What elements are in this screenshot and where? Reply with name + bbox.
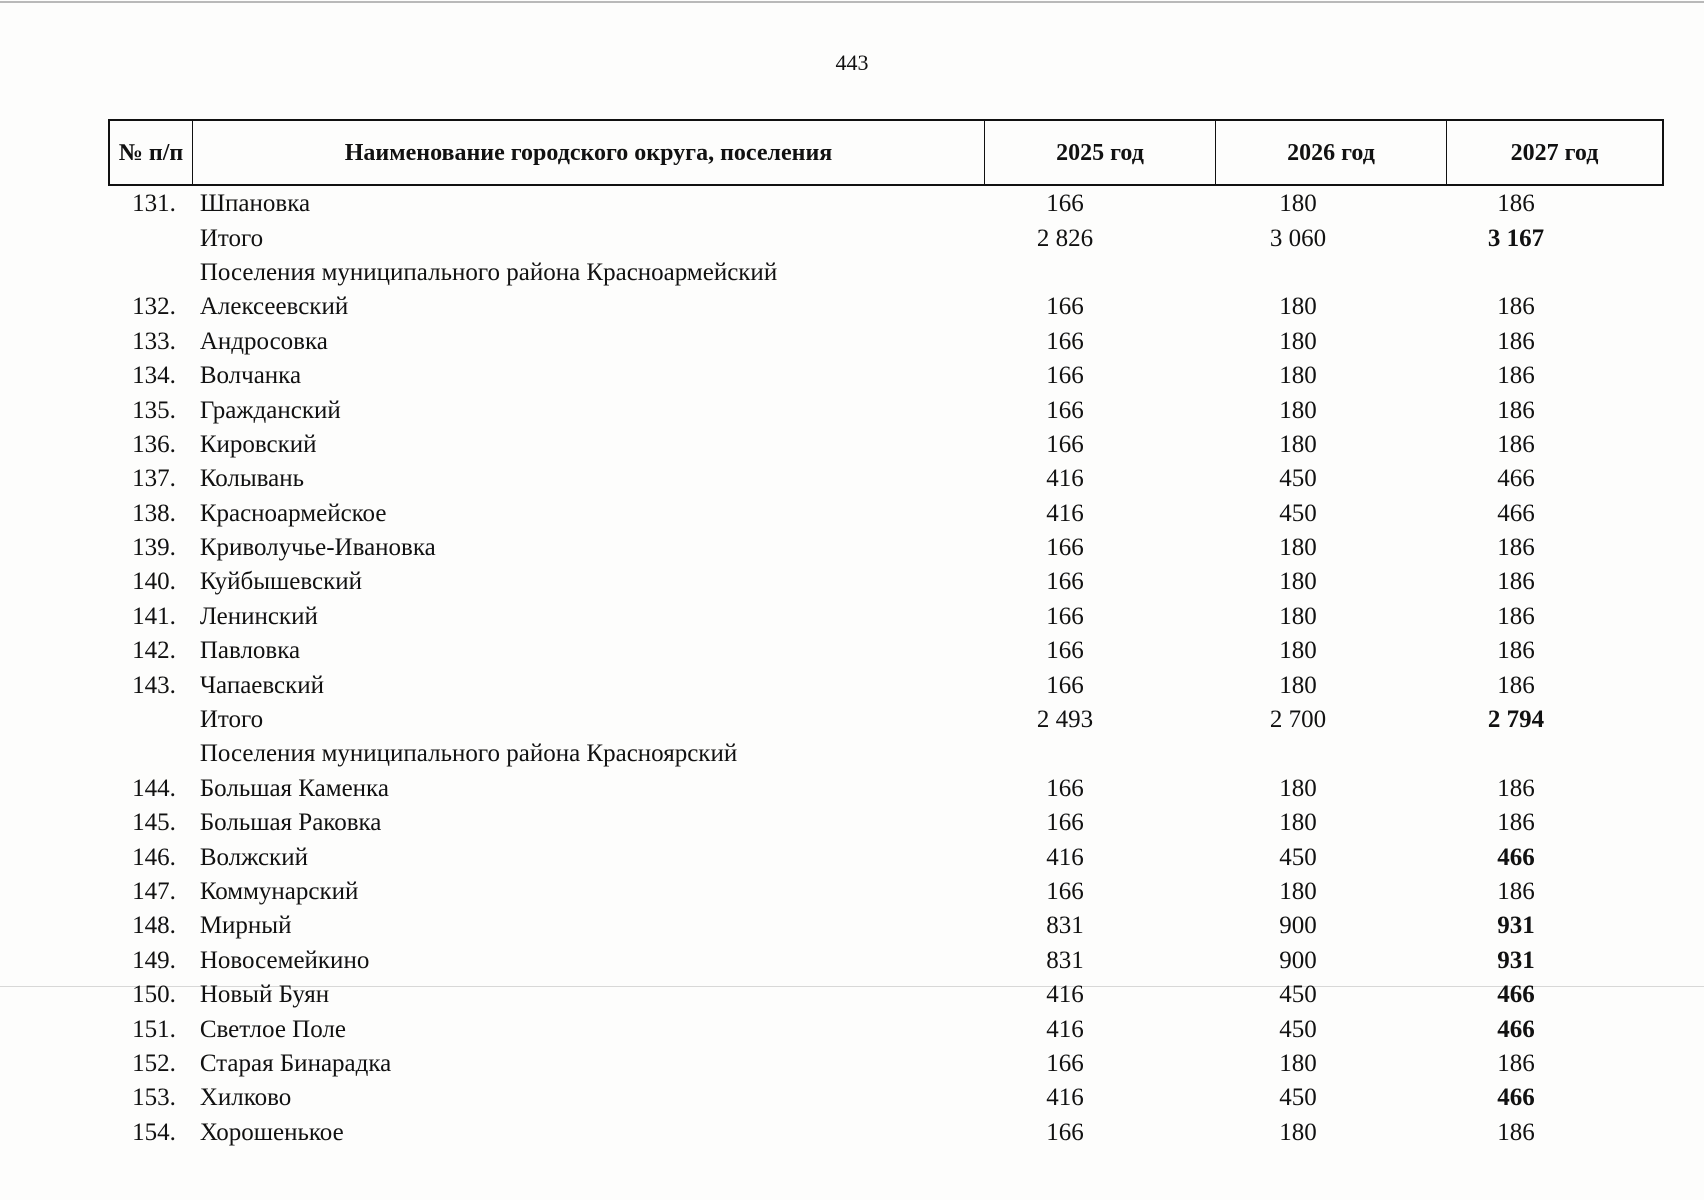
value-2027: 186 xyxy=(1497,293,1535,321)
row-number: 137. xyxy=(132,465,176,493)
table-row xyxy=(108,772,1664,806)
value-2025: 166 xyxy=(1046,602,1084,630)
row-number: 144. xyxy=(132,774,176,802)
table-row xyxy=(108,497,1664,531)
row-number: 148. xyxy=(132,912,176,940)
row-number: 151. xyxy=(132,1015,176,1043)
row-name: Коммунарский xyxy=(199,878,359,905)
value-2026: 180 xyxy=(1279,878,1317,905)
value-2025: 416 xyxy=(1046,981,1084,1009)
row-name: Павловка xyxy=(199,637,301,665)
value-2026: 180 xyxy=(1279,809,1317,837)
value-2026: 180 xyxy=(1279,293,1317,321)
value-2026: 180 xyxy=(1279,1118,1317,1146)
row-number: 147. xyxy=(132,878,176,905)
value-2025: 166 xyxy=(1046,568,1084,596)
value-2026: 180 xyxy=(1279,774,1317,802)
row-name: Мирный xyxy=(199,912,292,940)
value-2027: 466 xyxy=(1497,465,1535,493)
value-2027: 186 xyxy=(1497,190,1535,218)
value-2027: 466 xyxy=(1497,981,1535,1009)
value-2027: 186 xyxy=(1497,430,1535,458)
value-2026: 180 xyxy=(1279,190,1317,218)
table-row xyxy=(108,634,1664,668)
row-number: 152. xyxy=(132,1049,176,1077)
value-2025: 166 xyxy=(1046,396,1084,424)
table-row xyxy=(108,840,1664,874)
table-row xyxy=(108,978,1664,1012)
row-number: 138. xyxy=(132,499,176,527)
row-name: Итого xyxy=(199,224,264,252)
table-row xyxy=(108,359,1664,393)
value-2027: 186 xyxy=(1497,878,1535,905)
row-name: Андросовка xyxy=(199,327,328,355)
value-2025: 166 xyxy=(1046,327,1084,355)
value-2026: 180 xyxy=(1279,637,1317,665)
value-2026: 900 xyxy=(1279,912,1317,940)
row-number: 143. xyxy=(132,671,176,699)
value-2027: 186 xyxy=(1497,1049,1535,1077)
table-row xyxy=(108,325,1664,359)
row-name: Хорошенькое xyxy=(199,1118,344,1146)
table-row xyxy=(108,737,1664,771)
value-2026: 180 xyxy=(1279,534,1317,562)
row-number: 140. xyxy=(132,568,176,596)
table-row xyxy=(108,909,1664,943)
table-row xyxy=(108,1047,1664,1081)
value-2027: 466 xyxy=(1497,1015,1535,1043)
table-row xyxy=(108,703,1664,737)
value-2026: 450 xyxy=(1279,843,1317,871)
header-year-2026: 2026 год xyxy=(1216,121,1447,184)
row-name: Итого xyxy=(199,706,264,734)
table-row xyxy=(108,875,1664,909)
value-2026: 180 xyxy=(1279,327,1317,355)
value-2027: 186 xyxy=(1497,534,1535,562)
table-row xyxy=(108,393,1664,427)
value-2025: 166 xyxy=(1046,362,1084,390)
value-2027: 186 xyxy=(1497,602,1535,630)
row-name: Поселения муниципального района Красноярский xyxy=(199,740,738,768)
row-number: 142. xyxy=(132,637,176,665)
value-2025: 2 826 xyxy=(1036,224,1094,252)
value-2026: 450 xyxy=(1279,1084,1317,1112)
value-2027: 186 xyxy=(1497,327,1535,355)
value-2026: 180 xyxy=(1279,396,1317,424)
value-2026: 3 060 xyxy=(1269,224,1327,252)
row-name: Светлое Поле xyxy=(199,1015,346,1043)
value-2027: 186 xyxy=(1497,396,1535,424)
row-name: Большая Каменка xyxy=(199,774,389,802)
row-name: Криволучье-Ивановка xyxy=(199,534,436,562)
value-2025: 831 xyxy=(1046,946,1084,974)
value-2025: 166 xyxy=(1046,534,1084,562)
row-name: Новосемейкино xyxy=(199,946,370,974)
value-2025: 2 493 xyxy=(1036,706,1094,734)
row-number: 150. xyxy=(132,981,176,1009)
table-row xyxy=(108,187,1664,221)
value-2026: 2 700 xyxy=(1269,706,1327,734)
table-row xyxy=(108,428,1664,462)
table-row xyxy=(108,806,1664,840)
table-row xyxy=(108,531,1664,565)
row-name: Хилково xyxy=(199,1084,292,1112)
table-row xyxy=(108,221,1664,255)
row-number: 135. xyxy=(132,396,176,424)
row-name: Большая Раковка xyxy=(199,809,382,837)
row-name: Кировский xyxy=(199,430,317,458)
row-number: 141. xyxy=(132,602,176,630)
value-2027: 2 794 xyxy=(1487,706,1545,734)
header-name: Наименование городского округа, поселения xyxy=(193,121,985,184)
header-number: № п/п xyxy=(110,121,193,184)
value-2025: 166 xyxy=(1046,430,1084,458)
row-number: 133. xyxy=(132,327,176,355)
value-2025: 416 xyxy=(1046,499,1084,527)
row-name: Колывань xyxy=(199,465,305,493)
row-number: 153. xyxy=(132,1084,176,1112)
header-year-2027: 2027 год xyxy=(1510,139,1599,166)
row-name: Старая Бинарадка xyxy=(199,1049,392,1077)
value-2026: 180 xyxy=(1279,671,1317,699)
row-name: Красноармейское xyxy=(199,499,387,527)
value-2027: 3 167 xyxy=(1487,224,1545,252)
value-2027: 186 xyxy=(1497,362,1535,390)
value-2025: 166 xyxy=(1046,878,1084,905)
value-2025: 831 xyxy=(1046,912,1084,940)
value-2026: 450 xyxy=(1279,1015,1317,1043)
row-number: 145. xyxy=(132,809,176,837)
table-row xyxy=(108,600,1664,634)
value-2026: 450 xyxy=(1279,499,1317,527)
row-name: Волжский xyxy=(199,843,308,871)
value-2027: 186 xyxy=(1497,809,1535,837)
table-row xyxy=(108,565,1664,599)
value-2027: 466 xyxy=(1497,843,1535,871)
value-2027: 186 xyxy=(1497,637,1535,665)
row-number: 132. xyxy=(132,293,176,321)
value-2026: 450 xyxy=(1279,465,1317,493)
value-2025: 166 xyxy=(1046,637,1084,665)
value-2027: 186 xyxy=(1497,671,1535,699)
value-2025: 416 xyxy=(1046,843,1084,871)
value-2025: 416 xyxy=(1046,1015,1084,1043)
value-2026: 180 xyxy=(1279,602,1317,630)
row-number: 154. xyxy=(132,1118,176,1146)
value-2025: 166 xyxy=(1046,1049,1084,1077)
row-number: 149. xyxy=(132,946,176,974)
value-2025: 166 xyxy=(1046,809,1084,837)
value-2026: 180 xyxy=(1279,430,1317,458)
value-2025: 166 xyxy=(1046,671,1084,699)
table-row xyxy=(108,290,1664,324)
value-2025: 166 xyxy=(1046,1118,1084,1146)
row-number: 139. xyxy=(132,534,176,562)
row-number: 134. xyxy=(132,362,176,390)
value-2025: 166 xyxy=(1046,774,1084,802)
page-number: 443 xyxy=(835,50,869,75)
row-name: Алексеевский xyxy=(199,293,349,321)
value-2027: 186 xyxy=(1497,1118,1535,1146)
value-2026: 450 xyxy=(1279,981,1317,1009)
table-row xyxy=(108,256,1664,290)
table-row xyxy=(108,1116,1664,1150)
value-2027: 186 xyxy=(1497,568,1535,596)
table-header xyxy=(108,119,1664,186)
row-name: Чапаевский xyxy=(199,671,325,699)
row-name: Поселения муниципального района Красноармейский xyxy=(199,258,778,286)
value-2026: 180 xyxy=(1279,362,1317,390)
value-2025: 416 xyxy=(1046,465,1084,493)
value-2027: 931 xyxy=(1497,912,1535,940)
table-row xyxy=(108,668,1664,702)
table-row xyxy=(108,1012,1664,1046)
value-2026: 180 xyxy=(1279,568,1317,596)
table-row xyxy=(108,462,1664,496)
row-number: 136. xyxy=(132,430,176,458)
value-2025: 416 xyxy=(1046,1084,1084,1112)
row-name: Шпановка xyxy=(199,190,311,218)
value-2026: 180 xyxy=(1279,1049,1317,1077)
row-name: Ленинский xyxy=(199,602,318,630)
row-name: Куйбышевский xyxy=(199,568,363,596)
value-2025: 166 xyxy=(1046,190,1084,218)
value-2025: 166 xyxy=(1046,293,1084,321)
value-2027: 186 xyxy=(1497,774,1535,802)
value-2027: 466 xyxy=(1497,1084,1535,1112)
row-number: 146. xyxy=(132,843,176,871)
table-row xyxy=(108,944,1664,978)
table-row xyxy=(108,1081,1664,1115)
row-name: Волчанка xyxy=(199,362,302,390)
table-body xyxy=(108,187,1664,1150)
scan-border-line xyxy=(0,1,1704,3)
row-number: 131. xyxy=(132,190,176,218)
header-year-2025: 2025 год xyxy=(985,121,1216,184)
value-2026: 900 xyxy=(1279,946,1317,974)
value-2027: 466 xyxy=(1497,499,1535,527)
row-name: Гражданский xyxy=(199,396,341,424)
row-name: Новый Буян xyxy=(199,981,330,1009)
value-2027: 931 xyxy=(1497,946,1535,974)
